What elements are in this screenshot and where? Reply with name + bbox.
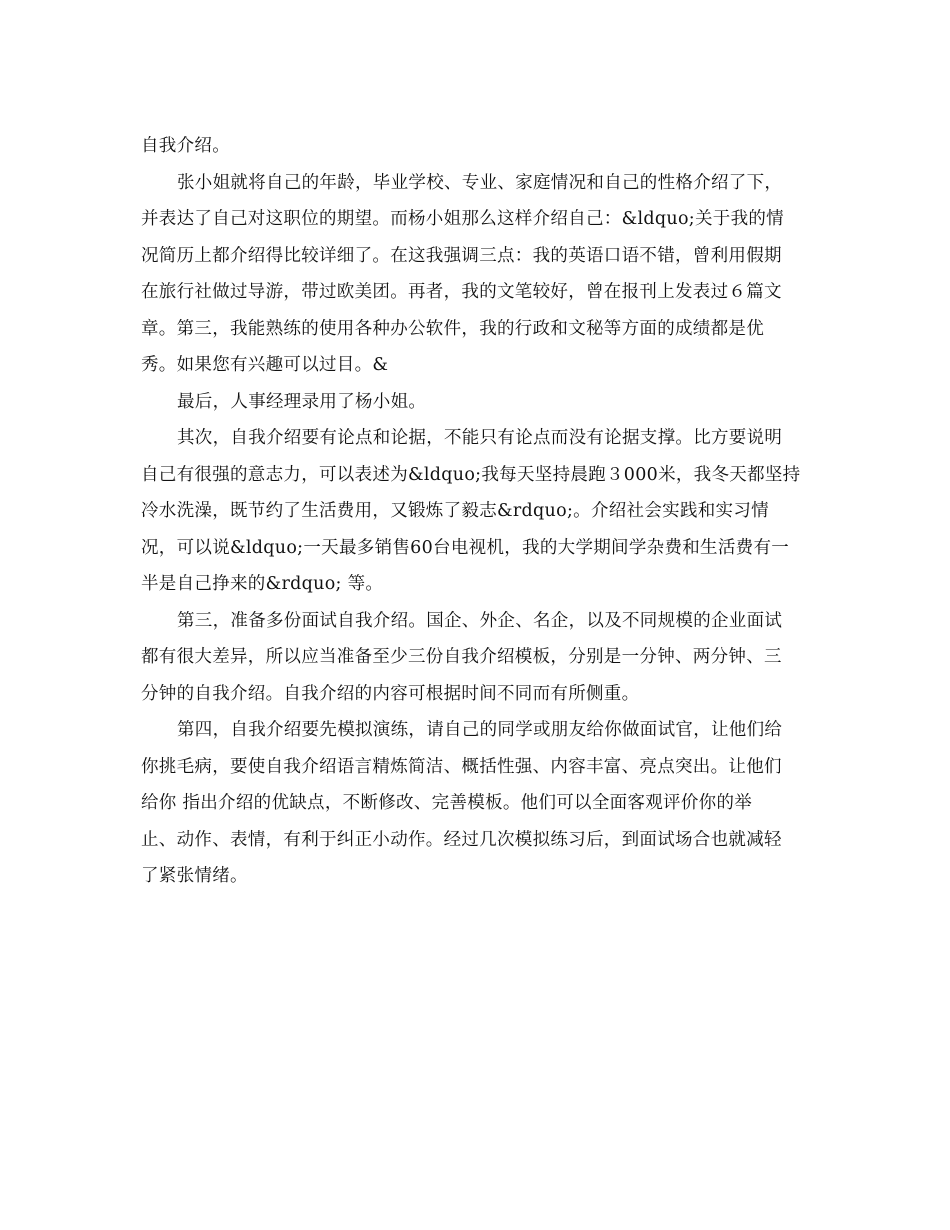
text-line: 并表达了自己对这职位的期望。而杨小姐那么这样介绍自己：&ldquo;关于我的情 xyxy=(141,209,784,229)
text-line: 给你 指出介绍的优缺点，不断修改、完善模板。他们可以全面客观评价你的举 xyxy=(141,793,753,813)
text-line: 了紧张情绪。 xyxy=(141,866,248,886)
text-line: 止、动作、表情，有利于纠正小动作。经过几次模拟练习后，到面试场合也就减轻 xyxy=(141,829,782,850)
text-line: 第三，准备多份面试自我介绍。国企、外企、名企，以及不同规模的企业面试 xyxy=(177,610,783,631)
text-line: 其次，自我介绍要有论点和论据，不能只有论点而没有论据支撑。比方要说明 xyxy=(177,428,783,448)
text-line: 况简历上都介绍得比较详细了。在这我强调三点：我的英语口语不错，曾利用假期 xyxy=(141,245,782,266)
text-line: 冷水洗澡，既节约了生活费用，又锻炼了毅志&rdquo;。介绍社会实践和实习情 xyxy=(141,501,769,521)
text-line: 况，可以说&ldquo;一天最多销售60台电视机，我的大学期间学杂费和生活费有一 xyxy=(141,537,790,558)
text-line: 分钟的自我介绍。自我介绍的内容可根据时间不同而有所侧重。 xyxy=(141,683,640,704)
text-line: 最后，人事经理录用了杨小姐。 xyxy=(177,391,427,412)
text-line: 半是自己挣来的&rdquo; 等。 xyxy=(141,574,384,594)
text-line: 秀。如果您有兴趣可以过目。& xyxy=(141,355,389,375)
text-line: 都有很大差异，所以应当准备至少三份自我介绍模板，分别是一分钟、两分钟、三 xyxy=(141,647,782,667)
text-line: 章。第三，我能熟练的使用各种办公软件，我的行政和文秘等方面的成绩都是优 xyxy=(141,318,764,339)
text-line: 在旅行社做过导游，带过欧美团。再者，我的文笔较好，曾在报刊上发表过６篇文 xyxy=(141,282,782,302)
text-line: 自我介绍。 xyxy=(141,136,230,156)
text-line: 第四，自我介绍要先模拟演练，请自己的同学或朋友给你做面试官，让他们给 xyxy=(177,720,783,740)
text-line: 你挑毛病，要使自我介绍语言精炼简洁、概括性强、内容丰富、亮点突出。让他们 xyxy=(141,756,782,777)
text-line: 张小姐就将自己的年龄，毕业学校、专业、家庭情况和自己的性格介绍了下， xyxy=(177,172,783,193)
text-line: 自己有很强的意志力，可以表述为&ldquo;我每天坚持晨跑３000米，我冬天都坚持 xyxy=(141,464,801,485)
document-body xyxy=(141,128,813,895)
